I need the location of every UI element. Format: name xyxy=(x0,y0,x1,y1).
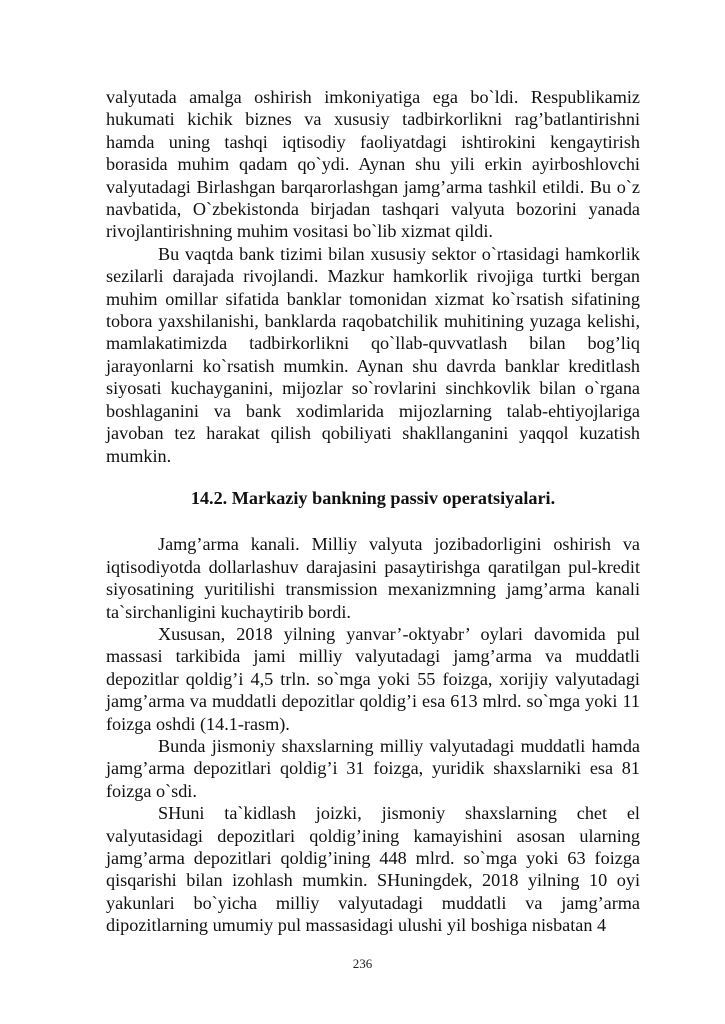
paragraph: Bunda jismoniy shaxslarning milliy valyutadagi muddatli hamda jamg’arma depozitlari qoldig’i 31 foizga, yuridik shaxslarniki esa 81 foizga o`sdi. xyxy=(106,735,640,801)
page-number: 236 xyxy=(352,956,373,971)
paragraph: SHuni ta`kidlash joizki, jismoniy shaxslarning chet el valyutasidagi depozitlari qoldig’ining kamayishini asosan ularning jamg’arma depozitlari qoldig’ining 448 mlrd. so`mga yoki 63 foizga qisqarishi bilan izohlash mumkin. SHuningdek, 2018 yilning 10 oyi yakunlari bo`yicha milliy valyutadagi muddatli va jamg’arma dipozitlarning umumiy pul massasidagi ulushi yil boshiga nisbatan 4 xyxy=(106,803,640,936)
paragraph: Bu vaqtda bank tizimi bilan xususiy sektor o`rtasidagi hamkorlik sezilarli darajada rivojlandi. Mazkur hamkorlik rivojiga turtki bergan muhim omillar sifatida banklar tomonidan xizmat ko`rsatish sifatining tobora yaxshilanishi, banklarda raqobatchilik muhitining yuzaga kelishi, mamlakatimizda tadbirkorlikni qo`llab-quvvatlash bilan bog’liq jarayonlarni ko`rsatish mumkin. Aynan shu davrda banklar kreditlash siyosati kuchayganini, mijozlar so`rovlarini sinchkovlik bilan o`rgana boshlaganini va bank xodimlarida mijozlarning talab-ehtiyojlariga javoban tez harakat qilish qobiliyati shakllanganini yaqqol kuzatish mumkin. xyxy=(106,243,640,466)
paragraph-continuation: valyutada amalga oshirish imkoniyatiga ega bo`ldi. Respublikamiz hukumati kichik biznes va xususiy tadbirkorlikni rag’batlantirishni hamda uning tashqi iqtisodiy faoliyatdagi ishtirokini kengaytirish borasida muhim qadam qo`ydi. Aynan shu yili erkin ayirboshlovchi valyutadagi Birlashgan barqarorlashgan jamg’arma tashkil etildi. Bu o`z navbatida, O`zbekistonda birjadan tashqari valyuta bozorini yanada rivojlantirishning muhim vositasi bo`lib xizmat qildi. xyxy=(106,87,640,242)
document-page xyxy=(106,86,640,937)
paragraph: Jamg’arma kanali. Milliy valyuta jozibadorligini oshirish va iqtisodiyotda dollarlashuv darajasini pasaytirishga qaratilgan pul-kredit siyosatining yuritilishi transmission mexanizmning jamg’arma kanali ta`sirchanligini kuchaytirib bordi. xyxy=(106,534,640,622)
section-heading: 14.2. Markaziy bankning passiv operatsiyalari. xyxy=(190,487,556,508)
paragraph: Xususan, 2018 yilning yanvar’-oktyabr’ oylari davomida pul massasi tarkibida jami milliy valyutadagi jamg’arma va muddatli depozitlar qoldig’i 4,5 trln. so`mga yoki 55 foizga, xorijiy valyutadagi jamg’arma va muddatli depozitlar qoldig’i esa 613 mlrd. so`mga yoki 11 foizga oshdi (14.1-rasm). xyxy=(106,623,640,734)
